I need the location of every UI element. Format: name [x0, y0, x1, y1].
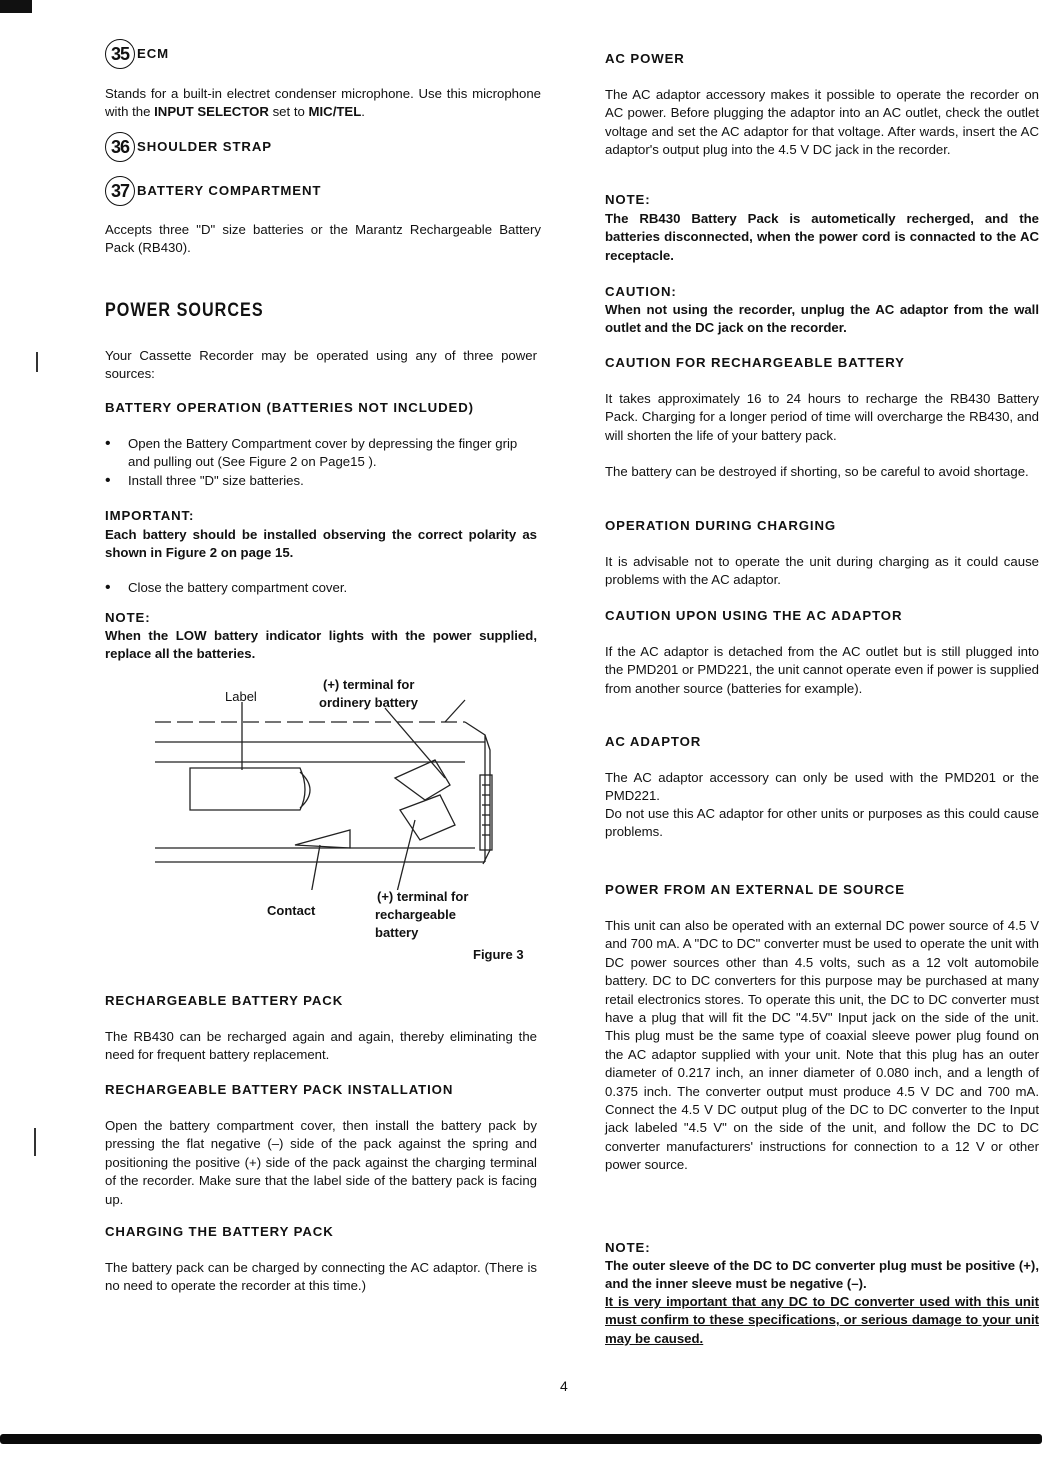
caution-ac-adaptor-text: If the AC adaptor is detached from the AC outlet but is still plugged into the PMD201 or PMD221, the unit cannot operate even if power is supplied from another source (batteries for example).: [605, 644, 1039, 696]
list-item: • Open the Battery Compartment cover by depressing the finger grip and pulling out (See Figure 2 on Page15 ).: [105, 435, 537, 472]
scan-corner-mark: [0, 0, 32, 13]
pack-installation-text: Open the battery compartment cover, then install the battery pack by pressing the flat negative (–) side of the pack against the spring and positioning the positive (+) side of the pack against the charging terminal of the recorder. Make sure that the label side of the battery pack is facing up.: [105, 1118, 537, 1207]
operation-charging-text: It is advisable not to operate the unit during charging as it could cause problems with the AC adaptor.: [605, 554, 1039, 588]
caution-rechargeable-text-1: It takes approximately 16 to 24 hours to recharge the RB430 Battery Pack. Charging for a longer period of time will overcharge the RB430, and will shorten the life of your battery pack.: [605, 391, 1039, 443]
rechargeable-pack-text: The RB430 can be recharged again and again, thereby eliminating the need for frequent battery replacement.: [105, 1029, 537, 1063]
caution-rechargeable-heading: CAUTION FOR RECHARGEABLE BATTERY: [605, 355, 905, 370]
ac-note-text: The RB430 Battery Pack is autometically recherged, and the batteries disconnected, when the power cord is connacted to the AC receptacle.: [605, 211, 1039, 263]
ac-power-heading: AC POWER: [605, 51, 685, 66]
margin-mark: [36, 352, 38, 372]
list-item: • Close the battery compartment cover.: [105, 579, 537, 597]
ac-adaptor-heading: AC ADAPTOR: [605, 734, 702, 749]
note-label: NOTE:: [105, 610, 151, 625]
battery-operation-heading: BATTERY OPERATION (BATTERIES NOT INCLUDED): [105, 400, 474, 415]
figure-label-ordinary-2: ordinery battery: [319, 695, 418, 710]
battery-operation-steps: [105, 435, 537, 490]
external-note-label: NOTE:: [605, 1240, 651, 1255]
external-dc-heading: POWER FROM AN EXTERNAL DE SOURCE: [605, 882, 905, 897]
charging-text: The battery pack can be charged by connecting the AC adaptor. (There is no need to operate the recorder at this time.): [105, 1260, 537, 1294]
item-37-heading: [105, 176, 321, 206]
figure-caption: Figure 3: [473, 947, 524, 962]
figure-label-ordinary-1: (+) terminal for: [323, 677, 415, 692]
note-text: When the LOW battery indicator lights with the power supplied, replace all the batteries.: [105, 628, 537, 662]
rechargeable-pack-heading: RECHARGEABLE BATTERY PACK: [105, 993, 344, 1008]
external-note-text: The outer sleeve of the DC to DC converter plug must be positive (+), and the inner sleeve must be negative (–).: [605, 1258, 1039, 1292]
ac-note-label: NOTE:: [605, 192, 651, 207]
margin-mark: [34, 1128, 36, 1156]
item-36-heading: [105, 132, 272, 162]
ac-caution-text: When not using the recorder, unplug the AC adaptor from the wall outlet and the DC jack on the recorder.: [605, 302, 1039, 336]
power-sources-intro: Your Cassette Recorder may be operated using any of three power sources:: [105, 348, 537, 382]
item-title-shoulder-strap: SHOULDER STRAP: [137, 138, 272, 154]
item-number-37: 37: [105, 176, 135, 206]
caution-ac-adaptor-heading: CAUTION UPON USING THE AC ADAPTOR: [605, 608, 903, 623]
item-title-battery-compartment: BATTERY COMPARTMENT: [137, 182, 322, 198]
page-number: 4: [560, 1378, 568, 1394]
battery-compartment-diagram: [105, 690, 541, 890]
item-number-36: 36: [105, 132, 135, 162]
external-dc-text: This unit can also be operated with an external DC power source of 4.5 V and 700 mA. A "DC to DC" converter must be used to operate the unit with DC power sources other than 4.5 volts, such as a 12 volt automobile battery. DC to DC converters for this purpose may be purchased at many retail electronics stores. To operate this unit, the DC to DC converter must have a plug that will fit the DC "4.5V" Input jack on the side of the unit. This plug must be the same type of coaxial sleeve power plug found on the AC adaptor supplied with your unit. Note that this plug has an outer diameter of 0.217 inch, an inner diameter of 0.080 inch, and a length of 0.375 inch. The converter output must produce 4.5 V DC and 700 mA. Connect the 4.5 V DC output plug of the DC to DC converter to the Input jack labeled "4.5 V" on the side of the unit, and follow the DC to DC converter manufacturers' instructions for connection to a 12 V or other power source.: [605, 918, 1039, 1173]
bottom-edge-bar: [0, 1434, 1042, 1444]
figure-label-recharge-1: (+) terminal for: [377, 889, 469, 904]
ac-power-text: The AC adaptor accessory makes it possible to operate the recorder on AC power. Before plugging the adaptor into an AC outlet, check the outlet voltage and set the AC adaptor for that voltage. After wards, insert the AC adaptor's output plug into the 4.5 V DC jack in the recorder.: [605, 87, 1039, 158]
item-35-heading: [105, 39, 169, 69]
ac-caution-label: CAUTION:: [605, 284, 677, 299]
list-item: • Install three "D" size batteries.: [105, 472, 537, 490]
operation-charging-heading: OPERATION DURING CHARGING: [605, 518, 837, 533]
caution-rechargeable-text-2: The battery can be destroyed if shorting, so be careful to avoid shortage.: [605, 464, 1029, 479]
ac-adaptor-text-2: Do not use this AC adaptor for other units or purposes as this could cause problems.: [605, 806, 1039, 840]
pack-installation-heading: RECHARGEABLE BATTERY PACK INSTALLATION: [105, 1082, 454, 1097]
battery-compartment-description: Accepts three "D" size batteries or the Marantz Rechargeable Battery Pack (RB430).: [105, 222, 541, 256]
figure-label-contact: Contact: [267, 903, 316, 918]
item-number-35: 35: [105, 39, 135, 69]
figure-label-recharge-2: rechargeable: [375, 907, 456, 922]
item-title-ecm: ECM: [137, 45, 170, 61]
ecm-description: Stands for a built-in electret condenser microphone. Use this microphone with the INPUT SELECTOR set to MIC/TEL.: [105, 86, 541, 120]
important-label: IMPORTANT:: [105, 508, 195, 523]
external-warning-text: It is very important that any DC to DC converter used with this unit must confirm to these specifications, or serious damage to your unit may be caused.: [605, 1294, 1039, 1346]
figure-label-recharge-3: battery: [375, 925, 419, 940]
charging-heading: CHARGING THE BATTERY PACK: [105, 1224, 334, 1239]
figure-label-label: Label: [225, 689, 257, 704]
power-sources-heading: POWER SOURCES: [105, 300, 264, 321]
ac-adaptor-text-1: The AC adaptor accessory can only be used with the PMD201 or the PMD221.: [605, 770, 1039, 804]
important-text: Each battery should be installed observing the correct polarity as shown in Figure 2 on page 15.: [105, 527, 537, 561]
close-cover-step: [105, 579, 537, 597]
figure-3: [105, 672, 541, 962]
